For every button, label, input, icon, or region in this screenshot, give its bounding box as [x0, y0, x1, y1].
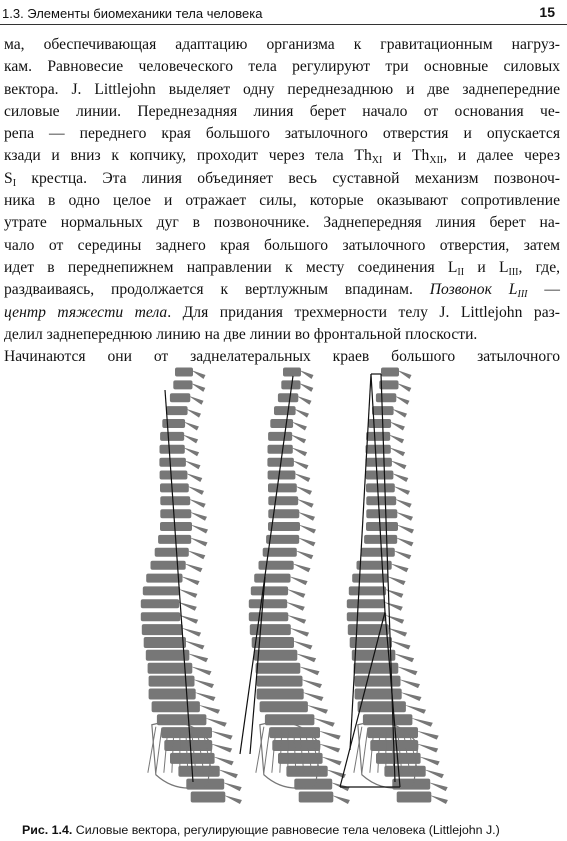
- vertebra-shape: [251, 586, 288, 595]
- spinous-process: [183, 447, 199, 456]
- spinous-process: [392, 409, 407, 418]
- text-line: утрате нормальных дуг в позвоночнике. Заднепередняя линия берет на-: [4, 214, 560, 232]
- spinous-process: [190, 666, 211, 675]
- vertebra-shape: [379, 380, 398, 389]
- text-line: ма, обеспечивающая адаптацию организма к гравитационным нагруз-: [4, 36, 560, 53]
- spinous-process: [181, 628, 201, 637]
- spinous-process: [429, 795, 448, 804]
- spinous-process: [285, 602, 305, 611]
- vertebra-shape: [366, 509, 397, 518]
- caption-label: Рис. 1.4.: [22, 823, 73, 837]
- vertebra-shape: [149, 676, 195, 687]
- vertebra-shape: [268, 445, 293, 454]
- spinous-process: [286, 589, 305, 598]
- spinous-process: [301, 679, 323, 688]
- spinous-process: [222, 782, 242, 791]
- vertebra-shape: [268, 432, 292, 441]
- spinous-process: [286, 615, 306, 624]
- vertebra-shape: [149, 689, 196, 700]
- vertebra-shape: [366, 522, 398, 531]
- vertebra-shape: [142, 624, 183, 635]
- spinous-process: [416, 731, 439, 740]
- spinous-process: [419, 756, 440, 765]
- vertebra-shape: [146, 574, 182, 583]
- text-line: вектора. J. Littlejohn выделяет одну переднезаднюю и две заднепередние: [4, 80, 560, 98]
- spinous-process: [299, 383, 314, 392]
- vertebra-shape: [366, 496, 396, 505]
- spinous-process: [184, 563, 203, 572]
- vertebra-shape: [397, 792, 432, 803]
- spinous-process: [318, 731, 341, 740]
- vertebra-shape: [366, 483, 395, 492]
- spinous-process: [184, 460, 201, 469]
- vertebra-shape: [355, 689, 402, 700]
- body-paragraph: [4, 34, 560, 368]
- spinous-process: [394, 396, 409, 405]
- vertebra-shape: [144, 637, 186, 648]
- vertebra-shape: [260, 701, 308, 712]
- spinous-process: [182, 434, 198, 443]
- vertebra-shape: [162, 419, 185, 428]
- vertebra-shape: [143, 586, 180, 595]
- spinous-process: [312, 718, 334, 727]
- text-line: силовые линии. Переднезадняя линия берет начало от основания че-: [4, 102, 560, 120]
- spinous-process: [292, 460, 309, 469]
- spinous-process: [292, 641, 313, 650]
- spinous-process: [294, 409, 309, 418]
- spinous-process: [210, 731, 233, 740]
- vertebra-shape: [299, 792, 334, 803]
- vertebra-shape: [141, 612, 181, 621]
- spinous-process: [428, 782, 448, 791]
- vertebra-shape: [155, 548, 189, 557]
- vertebra-shape: [268, 483, 297, 492]
- vertebra-shape: [257, 689, 304, 700]
- vertebra-shape: [249, 599, 287, 608]
- vertebra-shape: [160, 509, 191, 518]
- spinous-process: [390, 563, 409, 572]
- spinous-process: [289, 576, 308, 585]
- header-rule: [0, 24, 567, 25]
- vertebra-shape: [250, 624, 291, 635]
- spinous-process: [384, 615, 404, 624]
- vertebra-shape: [254, 574, 290, 583]
- vertebra-shape: [268, 471, 296, 480]
- hatch-line: [264, 728, 270, 773]
- vertebra-shape: [257, 676, 303, 687]
- vertebra-shape: [175, 368, 193, 377]
- spinous-process: [292, 563, 311, 572]
- spinous-process: [404, 705, 426, 714]
- section-title: 1.3. Элементы биомеханики тела человека: [2, 6, 263, 21]
- vertebra-shape: [366, 445, 391, 454]
- vertebra-shape: [355, 676, 401, 687]
- vertebra-shape: [384, 766, 425, 777]
- text-line: делил заднепереднюю линию на две линии во фронтальной плоскости.: [4, 325, 478, 343]
- spinous-process: [188, 396, 203, 405]
- spine-figure: [0, 362, 567, 820]
- vertebra-shape: [381, 368, 399, 377]
- spinous-process: [297, 537, 315, 546]
- text-line: идет в переднепижнем направлении к месту соединения $L_{II}$ и $L_{III}$, где,: [4, 258, 561, 278]
- spinous-process: [210, 744, 232, 753]
- spinous-process: [390, 641, 411, 650]
- vertebra-shape: [376, 393, 396, 402]
- spinous-process: [416, 744, 438, 753]
- vertebra-shape: [160, 483, 189, 492]
- spinous-process: [190, 525, 208, 534]
- spinous-process: [393, 550, 412, 559]
- vertebra-shape: [357, 561, 392, 570]
- spinous-process: [291, 447, 307, 456]
- text-line: раздваиваясь, продолжается к вертлужным впадинам. Позвонок $L_{III}$ —: [4, 281, 560, 301]
- vertebra-shape: [160, 471, 188, 480]
- vertebra-shape: [254, 650, 297, 661]
- vertebra-shape: [256, 663, 301, 674]
- spinous-process: [293, 473, 310, 482]
- spinous-process: [302, 692, 324, 701]
- vertebra-shape: [191, 792, 226, 803]
- spinous-process: [391, 473, 408, 482]
- vertebra-shape: [278, 393, 298, 402]
- vertebra-shape: [259, 561, 294, 570]
- vertebra-shape: [160, 445, 185, 454]
- spinous-process: [390, 460, 407, 469]
- text-line: кам. Равновесие человеческого тела регулируют три основные силовых: [4, 58, 560, 76]
- spinous-process: [397, 370, 412, 379]
- spinous-process: [296, 499, 314, 508]
- spinous-process: [289, 628, 309, 637]
- spinous-process: [410, 718, 432, 727]
- spinous-process: [191, 370, 206, 379]
- spinous-process: [395, 537, 413, 546]
- text-line: репа — переднего края большого затылочного отверстия и опускается: [4, 125, 560, 143]
- spinous-process: [388, 434, 404, 443]
- spinous-process: [395, 512, 413, 521]
- vertebra-shape: [268, 496, 298, 505]
- spinous-process: [291, 422, 307, 431]
- vertebra-shape: [249, 612, 288, 621]
- vertebra-shape: [361, 548, 395, 557]
- vertebra-shape: [348, 624, 389, 635]
- spinous-process: [387, 576, 406, 585]
- spinous-process: [185, 473, 202, 482]
- spinous-process: [318, 744, 340, 753]
- vertebra-shape: [160, 496, 190, 505]
- spinous-process: [299, 370, 314, 379]
- hatch-line: [362, 728, 368, 773]
- text-line: Начинаются они от заднелатеральных краев большого затылочного: [4, 348, 560, 366]
- vertebra-shape: [166, 406, 188, 415]
- emphasis: Позвонок $L_{III}$: [429, 281, 528, 301]
- text-line: чало от середины заднего края большого затылочного отверстия, затем: [4, 236, 560, 254]
- vertebra-shape: [151, 561, 186, 570]
- vertebra-shape: [146, 650, 190, 661]
- spinous-process: [297, 512, 315, 521]
- vertebra-shape: [349, 586, 386, 595]
- spinous-process: [296, 396, 311, 405]
- spinous-process: [394, 499, 412, 508]
- spinous-process: [400, 692, 422, 701]
- spinous-process: [187, 486, 204, 495]
- spinous-process: [295, 486, 312, 495]
- spinous-process: [181, 576, 200, 585]
- spinous-process: [189, 512, 207, 521]
- spinous-process: [389, 447, 405, 456]
- vertebra-shape: [347, 612, 387, 621]
- spinous-process: [194, 692, 216, 701]
- vertebra-shape: [347, 599, 385, 608]
- vertebra-shape: [170, 393, 190, 402]
- vertebra-shape: [358, 701, 406, 712]
- spinous-process: [295, 653, 316, 662]
- vertebra-shape: [178, 766, 219, 777]
- vertebra-shape: [160, 522, 192, 531]
- spine-illustration: [141, 368, 242, 805]
- spinous-process: [193, 679, 215, 688]
- vertebra-shape: [159, 458, 186, 467]
- spinous-process: [298, 525, 316, 534]
- spinous-process: [306, 705, 328, 714]
- spinous-process: [396, 525, 414, 534]
- spinous-process: [393, 653, 414, 662]
- emphasis: центр тяжести тела: [4, 303, 168, 321]
- hatch-line: [156, 728, 162, 773]
- vertebra-shape: [365, 458, 392, 467]
- spinous-process: [223, 795, 242, 804]
- spinous-process: [295, 550, 314, 559]
- vertebra-shape: [141, 599, 179, 608]
- spine-illustration: [347, 368, 448, 805]
- spinous-process: [290, 434, 306, 443]
- spinous-process: [298, 666, 319, 675]
- spinous-process: [187, 653, 208, 662]
- spinous-process: [393, 486, 410, 495]
- spinous-process: [383, 602, 403, 611]
- vertebra-shape: [158, 535, 191, 544]
- spinous-process: [389, 422, 405, 431]
- spinous-process: [396, 666, 417, 675]
- spinous-process: [178, 589, 197, 598]
- text-line: центр тяжести тела. Для придания трехмерности телу J. Littlejohn раз-: [4, 303, 560, 321]
- spinous-process: [218, 769, 238, 778]
- text-line: кзади и вниз к копчику, проходит через тела $Th_{XI}$ и $Th_{XII}$, и далее через: [4, 147, 560, 167]
- spinous-process: [424, 769, 444, 778]
- vertebra-shape: [160, 432, 184, 441]
- page-number: 15: [539, 4, 555, 20]
- spinous-process: [198, 705, 220, 714]
- vertebra-shape: [274, 406, 296, 415]
- spinous-process: [184, 641, 205, 650]
- vertebra-shape: [366, 432, 390, 441]
- vertebra-shape: [366, 471, 394, 480]
- spinous-process: [189, 537, 207, 546]
- text-line: $S_I$ крестца. Эта линия объединяет весь суставной механизм позвоноч-: [4, 169, 560, 189]
- vertebra-shape: [173, 380, 192, 389]
- vertebra-shape: [283, 368, 301, 377]
- spinous-process: [188, 499, 206, 508]
- figure-caption: [22, 823, 562, 837]
- spinous-process: [331, 795, 350, 804]
- caption-text: Силовые вектора, регулирующие равновесие тела человека (Littlejohn J.): [72, 823, 500, 837]
- spinous-process: [183, 422, 199, 431]
- spinous-process: [186, 409, 201, 418]
- spinous-process: [187, 550, 206, 559]
- spinous-process: [213, 756, 234, 765]
- spinous-process: [399, 679, 421, 688]
- vertebra-shape: [368, 419, 391, 428]
- vertebra-shape: [152, 701, 200, 712]
- text-line: ника в одно целое и отражает силы, которые оказывают сопротивление: [4, 192, 560, 210]
- spinous-process: [397, 383, 412, 392]
- spinous-process: [191, 383, 206, 392]
- spinous-process: [384, 589, 403, 598]
- vertebra-shape: [252, 637, 294, 648]
- vertebra-shape: [270, 419, 293, 428]
- vertebra-shape: [286, 766, 327, 777]
- spinous-process: [321, 756, 342, 765]
- running-header: [0, 0, 567, 26]
- spinous-process: [204, 718, 226, 727]
